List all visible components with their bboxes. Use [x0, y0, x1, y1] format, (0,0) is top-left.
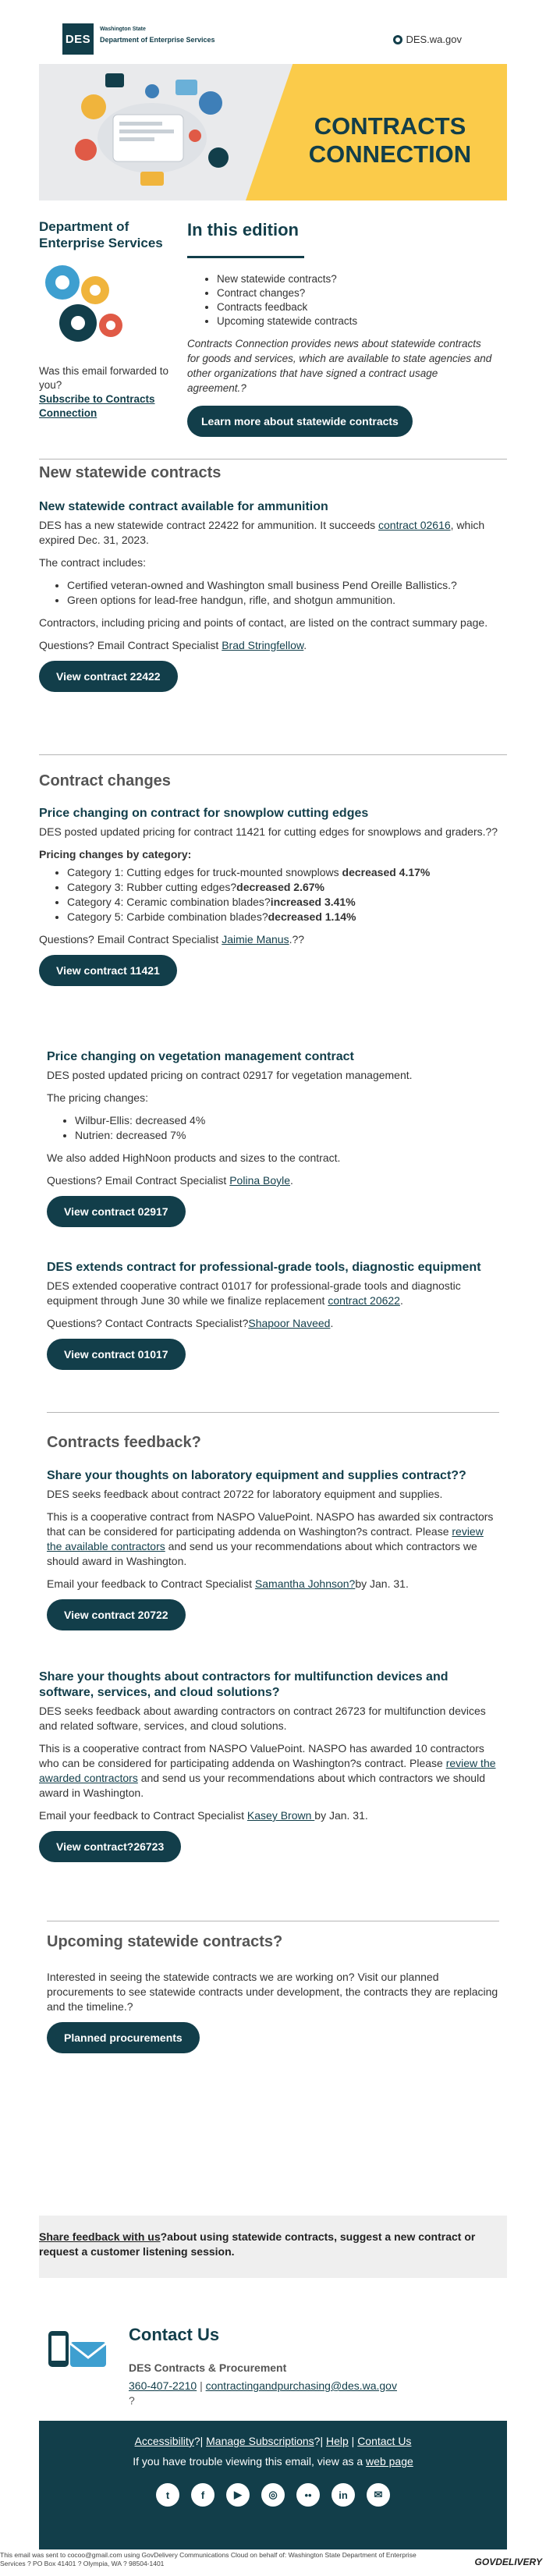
text: Questions? Contact Contracts Specialist?: [47, 1317, 249, 1329]
article-paragraph: DES posted updated pricing on contract 02917 for vegetation management.: [47, 1069, 413, 1081]
pricing-list: [75, 1113, 499, 1143]
edition-item: • Contract changes?: [217, 286, 495, 300]
intro-sidebar: [39, 218, 191, 420]
questions-line: [47, 1316, 499, 1331]
logo-text: DES: [65, 32, 91, 46]
text: .: [303, 639, 307, 651]
list-item: [67, 910, 499, 924]
contact-us-link[interactable]: Contact Us: [357, 2435, 412, 2447]
manage-subscriptions-link[interactable]: Manage Subscriptions: [206, 2435, 314, 2447]
list-item: • Nutrien: decreased 7%: [75, 1128, 499, 1143]
phone-link[interactable]: 360-407-2210: [129, 2379, 197, 2392]
text: Questions? Email Contract Specialist: [39, 639, 222, 651]
list-item: [67, 865, 499, 880]
view-contract-01017-button[interactable]: View contract 01017: [47, 1339, 186, 1370]
share-feedback-box: [39, 2216, 507, 2278]
article-paragraph: The pricing changes:: [47, 1091, 148, 1104]
site-link-text: DES.wa.gov: [406, 34, 462, 45]
footer-trouble: [39, 2455, 507, 2468]
pricing-subheading: Pricing changes by category:: [39, 848, 192, 860]
twitter-icon[interactable]: t: [156, 2483, 179, 2507]
email-icon[interactable]: ✉: [367, 2483, 390, 2507]
text: Category 5: Carbide combination blades?: [67, 910, 268, 923]
social-links: [39, 2483, 507, 2507]
gears-icon: [39, 259, 133, 353]
email-footer: [39, 2421, 507, 2549]
article-heading: DES extends contract for professional-grade tools, diagnostic equipment: [47, 1261, 481, 1274]
contact-details: [129, 2379, 397, 2392]
questions-line: [39, 932, 499, 947]
list-item: • Wilbur-Ellis: decreased 4%: [75, 1113, 499, 1128]
text: by Jan. 31.: [314, 1809, 368, 1822]
article-heading: Share your thoughts on laboratory equipment and supplies contract??: [47, 1469, 466, 1482]
text: Category 4: Ceramic combination blades?: [67, 896, 271, 908]
article-bullets: [67, 578, 499, 608]
article-paragraph: [47, 1279, 499, 1308]
logo-state: Washington State: [100, 27, 146, 32]
hero-title-line2: CONNECTION: [308, 140, 472, 168]
des-logo[interactable]: [62, 23, 94, 55]
email-feedback-line: [39, 1808, 499, 1823]
text: Questions? Email Contract Specialist: [39, 933, 222, 946]
legal-text: This email was sent to cocoo@gmail.com using GovDelivery Communications Cloud on behalf of: Washington State Department of Enterprise Services ? PO Box 41401 ? Olympia, WA ? 98504-1401: [0, 2551, 417, 2567]
subscribe-link[interactable]: Subscribe to Contracts Connection: [39, 393, 155, 419]
text: Email your feedback to Contract Specialist: [39, 1809, 247, 1822]
contact-extra: ?: [129, 2394, 135, 2407]
article-heading: Share your thoughts about contractors for multifunction devices and software, services, and cloud solutions?: [39, 1670, 448, 1699]
section-divider: [47, 1412, 499, 1413]
list-item: [67, 895, 499, 910]
hero-title-line1: CONTRACTS: [314, 112, 466, 140]
change-value: decreased 1.14%: [268, 910, 356, 923]
text: If you have trouble viewing this email, view as a: [133, 2455, 367, 2468]
contract-20622-link[interactable]: contract 20622: [328, 1294, 400, 1307]
specialist-link[interactable]: Jaimie Manus: [222, 933, 289, 946]
logo-dept: Department of Enterprise Services: [100, 36, 215, 44]
edition-rule: [187, 256, 304, 258]
govdelivery-logo[interactable]: GOVDELIVERY: [474, 2556, 542, 2567]
section-title-new: New statewide contracts: [39, 464, 222, 481]
separator: |: [197, 2379, 206, 2392]
edition-item: • Contracts feedback: [217, 300, 495, 314]
forwarded-question: Was this email forwarded to you?: [39, 365, 169, 391]
planned-procurements-button[interactable]: Planned procurements: [47, 2022, 200, 2053]
section-title-upcoming: Upcoming statewide contracts?: [47, 1933, 283, 1950]
web-page-link[interactable]: web page: [366, 2455, 413, 2468]
specialist-link[interactable]: Shapoor Naveed: [248, 1317, 331, 1329]
specialist-link[interactable]: Samantha Johnson?: [254, 1577, 356, 1590]
list-item: • Green options for lead-free handgun, rifle, and shotgun ammunition.: [67, 593, 499, 608]
text: by Jan. 31.: [355, 1577, 409, 1590]
article-paragraph: DES posted updated pricing for contract 11421 for cutting edges for snowplows and graders.??: [39, 825, 498, 838]
text: .: [290, 1174, 293, 1187]
section-title-feedback: Contracts feedback?: [47, 1434, 201, 1451]
specialist-link[interactable]: Polina Boyle: [229, 1174, 291, 1187]
tools-article: [47, 1260, 499, 1370]
hero-banner: [39, 64, 507, 200]
edition-list: [217, 272, 495, 328]
hero-title: [292, 112, 488, 169]
email-feedback-line: [47, 1577, 499, 1591]
email-body: [39, 0, 507, 2501]
text: DES extended cooperative contract 01017 for professional-grade tools and diagnostic equipment through June 30 while we finalize replacement: [47, 1279, 461, 1307]
change-value: decreased 4.17%: [342, 866, 431, 878]
edition-description: Contracts Connection provides news about statewide contracts for goods and services, which are available to state agencies and other organizations that have signed a contract usage agreement.?: [187, 338, 492, 394]
article-heading: Price changing on vegetation management contract: [47, 1050, 354, 1063]
contact-org: DES Contracts & Procurement: [129, 2361, 287, 2374]
review-contractors-link[interactable]: review the available contractors: [47, 1525, 484, 1552]
dept-name: Department of Enterprise Services: [39, 219, 163, 250]
view-contract-20722-button[interactable]: View contract 20722: [47, 1599, 186, 1630]
article-paragraph: Interested in seeing the statewide contracts we are working on? Visit our planned procurements to see statewide contracts under development, the contracts they are replacing and the timeline.?: [47, 1971, 498, 2013]
email-link[interactable]: contractingandpurchasing@des.wa.gov: [205, 2379, 397, 2392]
text: Questions? Email Contract Specialist: [47, 1174, 230, 1187]
site-link[interactable]: [393, 34, 462, 45]
article-paragraph: Contractors, including pricing and points of contact, are listed on the contract summary page.: [39, 616, 488, 629]
edition-item: • New statewide contracts?: [217, 272, 495, 286]
list-item: • Certified veteran-owned and Washington small business Pend Oreille Ballistics.?: [67, 578, 499, 593]
contract-02616-link[interactable]: contract 02616: [378, 519, 451, 531]
share-feedback-text: ?about using statewide contracts, suggest a new contract or request a customer listening session.: [39, 2230, 476, 2258]
text: This is a cooperative contract from NASPO ValuePoint. NASPO has awarded six contractors that can be considered for participating addenda on Washington?s contract. Please: [47, 1510, 494, 1538]
change-value: decreased 2.67%: [236, 881, 324, 893]
article-paragraph: The contract includes:: [39, 556, 146, 569]
list-item: [67, 880, 499, 895]
pricing-list: [67, 865, 499, 924]
vegetation-article: [47, 1049, 499, 1227]
text: , which expired Dec. 31, 2023.: [39, 519, 485, 546]
linkedin-icon[interactable]: in: [332, 2483, 355, 2507]
text: .??: [289, 933, 305, 946]
article-paragraph: DES seeks feedback about contract 20722 for laboratory equipment and supplies.: [47, 1488, 443, 1500]
share-feedback-link[interactable]: Share feedback with us: [39, 2230, 161, 2243]
article-paragraph: [47, 1510, 499, 1569]
contact-icon: [39, 2325, 117, 2379]
view-contract-26723-button[interactable]: View contract?26723: [39, 1831, 181, 1862]
snowplow-article: [39, 806, 499, 986]
multifunction-article: [39, 1669, 499, 1862]
article-heading: New statewide contract available for ammunition: [39, 500, 328, 513]
article-paragraph: [39, 518, 499, 548]
text: .: [399, 1294, 403, 1307]
text: DES has a new statewide contract 22422 for ammunition. It succeeds: [39, 519, 379, 531]
facebook-icon[interactable]: f: [191, 2483, 214, 2507]
article-heading: Price changing on contract for snowplow cutting edges: [39, 807, 369, 820]
contact-title: Contact Us: [129, 2325, 220, 2344]
in-this-edition: [187, 220, 495, 437]
accessibility-link[interactable]: Accessibility: [134, 2435, 194, 2447]
questions-line: [39, 638, 499, 653]
text: Category 3: Rubber cutting edges?: [67, 881, 237, 893]
text: This is a cooperative contract from NASPO ValuePoint. NASPO has awarded 10 contractors who can be considered for participating addenda on Washington?s contract. Please: [39, 1742, 484, 1769]
text: Category 1: Cutting edges for truck-mounted snowplows: [67, 866, 342, 878]
text: .: [330, 1317, 334, 1329]
specialist-link[interactable]: Brad Stringfellow: [222, 639, 304, 651]
text: Email your feedback to Contract Specialist: [47, 1577, 255, 1590]
text: and send us your recommendations about which contractors we should award in Washington.: [47, 1540, 477, 1567]
flickr-icon[interactable]: ••: [296, 2483, 320, 2507]
article-paragraph: We also added HighNoon products and sizes to the contract.: [47, 1151, 341, 1164]
upcoming-block: [47, 1970, 499, 2053]
youtube-icon[interactable]: ▶: [226, 2483, 250, 2507]
view-contract-11421-button[interactable]: View contract 11421: [39, 955, 177, 986]
view-contract-22422-button[interactable]: View contract 22422: [39, 661, 178, 692]
hero-illustration: [58, 64, 261, 200]
help-link[interactable]: Help: [325, 2435, 349, 2447]
questions-line: [47, 1173, 499, 1188]
contact-section: [39, 2325, 507, 2407]
text: and send us your recommendations about which contractors we should award in Washington.: [39, 1772, 485, 1799]
section-title-changes: Contract changes: [39, 772, 171, 789]
edition-title: In this edition: [187, 220, 299, 240]
ammunition-article: [39, 499, 499, 692]
specialist-link[interactable]: Kasey Brown: [246, 1809, 315, 1822]
view-contract-02917-button[interactable]: View contract 02917: [47, 1196, 186, 1227]
review-contractors-link[interactable]: review the awarded contractors: [39, 1757, 496, 1784]
email-header: [39, 0, 507, 62]
edition-item: • Upcoming statewide contracts: [217, 314, 495, 328]
learn-more-button[interactable]: Learn more about statewide contracts: [187, 406, 413, 437]
globe-icon: [393, 35, 402, 44]
instagram-icon[interactable]: ◎: [261, 2483, 285, 2507]
change-value: increased 3.41%: [270, 896, 356, 908]
section-divider: [39, 754, 507, 755]
article-paragraph: DES seeks feedback about awarding contractors on contract 26723 for multifunction devices and related software, services, and cloud solutions.: [39, 1705, 486, 1732]
footer-links: Accessibility?| Manage Subscriptions?| Help | Contact Us: [134, 2435, 412, 2447]
article-paragraph: [39, 1741, 499, 1801]
lab-equipment-article: [47, 1468, 499, 1630]
